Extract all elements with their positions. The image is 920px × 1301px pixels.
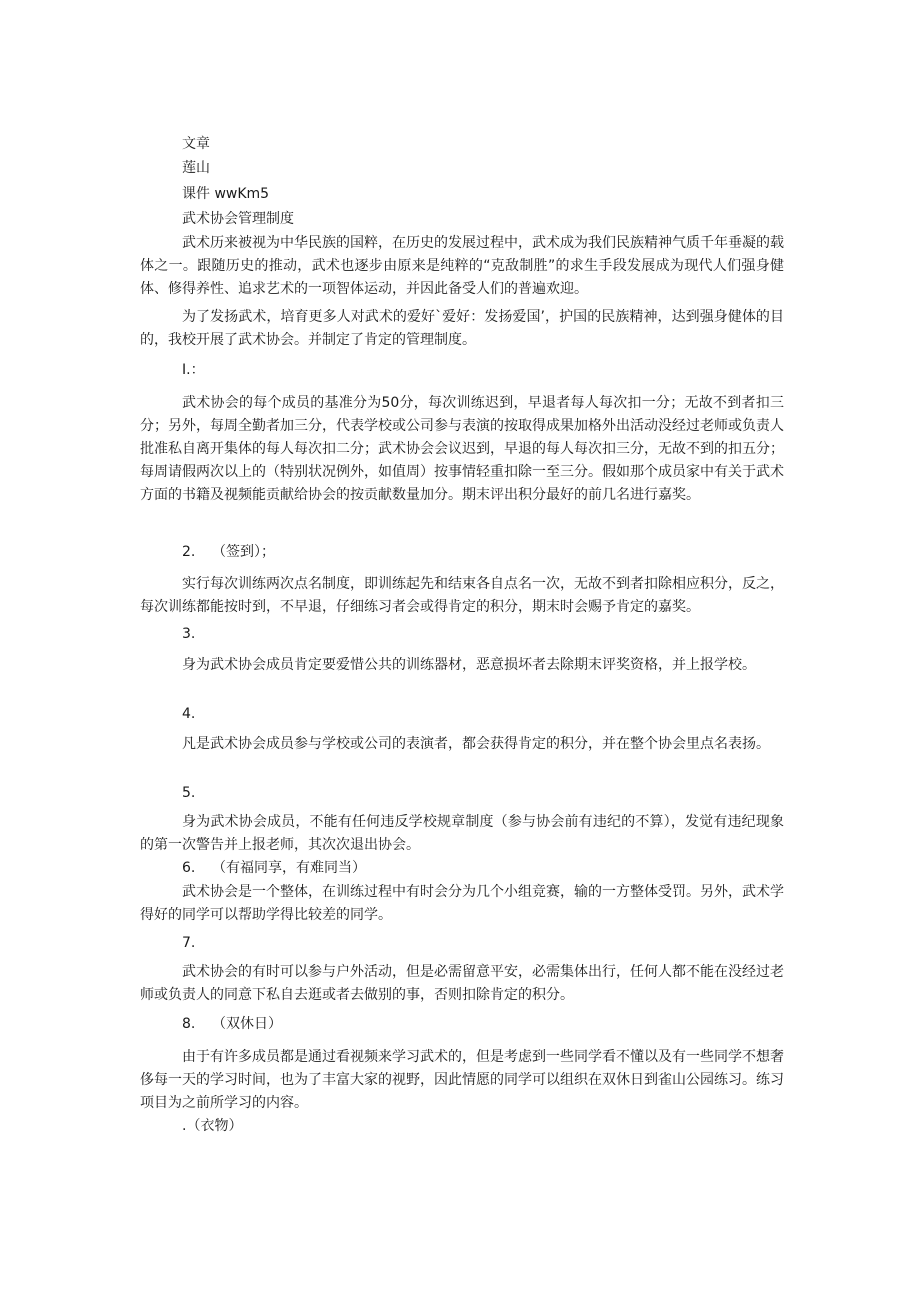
intro-paragraph-2: 为了发扬武术，培育更多人对武术的爱好`爱好：发扬爱国’，护国的民族精神，达到强身健体的目的，我校开展了武术协会。并制定了肯定的管理制度。 xyxy=(140,309,784,348)
section-body: 身为武术协会成员，不能有任何违反学校规章制度（参与协会前有违纪的不算），发觉有违纪现象的第一次警告并上报老师，其次次退出协会。 xyxy=(140,814,784,853)
section-number: 3. xyxy=(182,626,196,642)
section-body: 由于有许多成员都是通过看视频来学习武术的，但是考虑到一些同学看不懂以及有一些同学不想奢侈每一天的学习时间，也为了丰富大家的视野，因此情愿的同学可以组织在双休日到雀山公园练习。练习项目为之前所学习的内容。 xyxy=(140,1049,784,1111)
section-number: 5. xyxy=(182,785,196,801)
section-heading xyxy=(182,858,366,878)
intro-paragraph-1: 武术历来被视为中华民族的国粹，在历史的发展过程中，武术成为我们民族精神气质千年垂凝的载体之一。跟随历史的推动，武术也逐步由原来是纯粹的“克敌制胜”的求生手段发展成为现代人们强身健体、修得养性、追求艺术的一项智体运动，并因此备受人们的普遍欢迎。 xyxy=(140,235,784,297)
section-heading xyxy=(182,783,212,803)
section-label: （签到）； xyxy=(212,544,275,560)
last-section-heading: .（衣物） xyxy=(182,1118,243,1134)
section-heading xyxy=(182,704,212,724)
header-line-2: 莲山 xyxy=(182,160,210,176)
section-heading xyxy=(182,933,212,953)
section-number: 2. xyxy=(182,544,196,560)
section-heading xyxy=(182,1014,282,1034)
section-body: 凡是武术协会成员参与学校或公司的表演者，都会获得肯定的积分，并在整个协会里点名表扬。 xyxy=(182,736,770,752)
section-body: 实行每次训练两次点名制度，即训练起先和结束各自点名一次，无故不到者扣除相应积分，反之，每次训练都能按时到，不早退，仔细练习者会或得肯定的积分，期末时会赐予肯定的嘉奖。 xyxy=(140,576,784,615)
section-body: 武术协会的有时可以参与户外活动，但是必需留意平安，必需集体出行，任何人都不能在没经过老师或负责人的同意下私自去逛或者去做别的事，否则扣除肯定的积分。 xyxy=(140,964,784,1003)
section-label: （有福同享，有难同当） xyxy=(212,860,366,876)
document-title: 武术协会管理制度 xyxy=(182,211,294,227)
section-number: 4. xyxy=(182,706,196,722)
section-body: 身为武术协会成员肯定要爱惜公共的训练器材，恶意损坏者去除期末评奖资格，并上报学校。 xyxy=(182,657,756,673)
header-line-3: 课件 wwKm5 xyxy=(182,186,270,202)
section-number: 8. xyxy=(182,1016,196,1032)
section-body: 武术协会的每个成员的基准分为50分，每次训练迟到，早退者每人每次扣一分；无故不到者扣三分；另外，每周全勤者加三分，代表学校或公司参与表演的按取得成果加格外出活动没经过老师或负责人批准私自离开集体的每人每次扣二分；武术协会会议迟到，早退的每人每次扣三分，无故不到的扣五分；每周请假两次以上的（特别状况例外，如值周）按事情轻重扣除一至三分。假如那个成员家中有关于武术方面的书籍及视频能贡献给协会的按贡献数量加分。期末评出积分最好的前几名进行嘉奖。 xyxy=(140,395,784,503)
section-body: 武术协会是一个整体，在训练过程中有时会分为几个小组竞赛，输的一方整体受罚。另外，武术学得好的同学可以帮助学得比较差的同学。 xyxy=(140,884,784,923)
section-number: I.： xyxy=(182,362,205,378)
section-number: 7. xyxy=(182,935,196,951)
section-heading xyxy=(182,624,212,644)
header-line-1: 文章 xyxy=(182,136,210,152)
section-heading xyxy=(182,360,212,380)
section-number: 6. xyxy=(182,860,196,876)
section-heading xyxy=(182,542,275,562)
section-label: （双休日） xyxy=(212,1016,282,1032)
